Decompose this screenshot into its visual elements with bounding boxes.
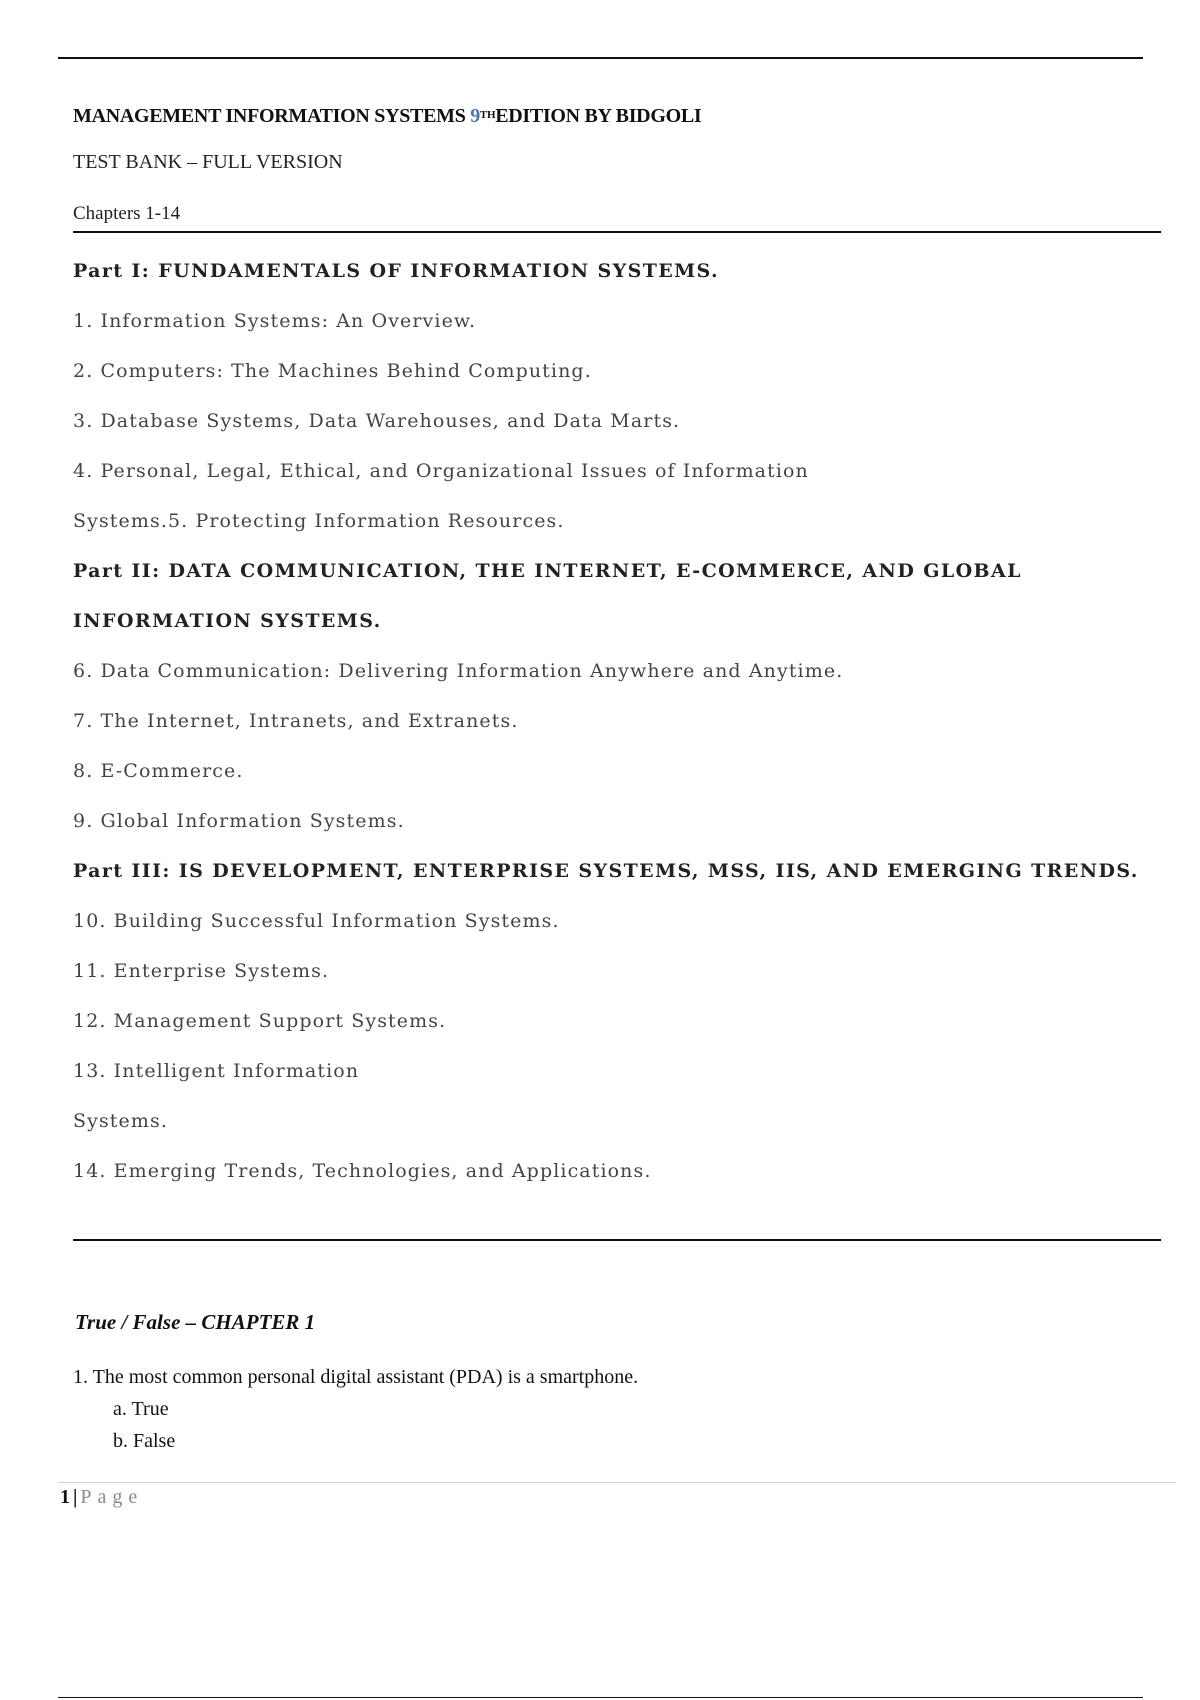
chapter-item: 8. E-Commerce. xyxy=(73,760,244,782)
header-divider xyxy=(73,231,1161,233)
chapter-item: 1. Information Systems: An Overview. xyxy=(73,310,477,332)
part-heading: Part II: DATA COMMUNICATION, THE INTERNET, E-COMMERCE, AND GLOBAL xyxy=(73,560,1022,582)
chapter-item: 12. Management Support Systems. xyxy=(73,1010,447,1032)
page-label: Page xyxy=(80,1486,144,1508)
part-heading: Part I: FUNDAMENTALS OF INFORMATION SYSTEMS. xyxy=(73,260,720,282)
chapter-item: 10. Building Successful Information Systems. xyxy=(73,910,560,932)
chapter-item: 3. Database Systems, Data Warehouses, and Data Marts. xyxy=(73,410,681,432)
chapter-item: Systems. xyxy=(73,1110,168,1132)
part-heading: INFORMATION SYSTEMS. xyxy=(73,610,382,632)
page-footer xyxy=(60,1486,143,1509)
page-number: 1 xyxy=(60,1486,70,1508)
top-rule xyxy=(58,57,1143,59)
table-of-contents xyxy=(73,254,1163,1204)
section-divider xyxy=(73,1239,1161,1241)
edition-ordinal: TH xyxy=(479,109,496,121)
true-false-heading: True / False – CHAPTER 1 xyxy=(75,1310,316,1334)
chapter-item: Systems.5. Protecting Information Resources. xyxy=(73,510,565,532)
chapter-item: 11. Enterprise Systems. xyxy=(73,960,330,982)
chapter-item: 9. Global Information Systems. xyxy=(73,810,405,832)
answer-option-true: a. True xyxy=(113,1398,169,1420)
chapter-item: 6. Data Communication: Delivering Information Anywhere and Anytime. xyxy=(73,660,844,682)
edition-number: 9 xyxy=(470,105,480,127)
document-title: MANAGEMENT INFORMATION SYSTEMS 9THEDITION BY BIDGOLI xyxy=(73,105,702,127)
chapters-range: Chapters 1-14 xyxy=(73,203,181,224)
question-text: 1. The most common personal digital assistant (PDA) is a smartphone. xyxy=(73,1366,639,1388)
chapter-item: 14. Emerging Trends, Technologies, and Applications. xyxy=(73,1160,652,1182)
chapter-item: 4. Personal, Legal, Ethical, and Organizational Issues of Information xyxy=(73,460,809,482)
bottom-rule xyxy=(58,1697,1143,1698)
chapter-item: 2. Computers: The Machines Behind Computing. xyxy=(73,360,592,382)
chapter-item: 13. Intelligent Information xyxy=(73,1060,360,1082)
part-heading: Part III: IS DEVELOPMENT, ENTERPRISE SYSTEMS, MSS, IIS, AND EMERGING TRENDS. xyxy=(73,860,1139,882)
footer-divider xyxy=(58,1482,1176,1483)
document-subtitle: TEST BANK – FULL VERSION xyxy=(73,151,343,173)
document-header xyxy=(73,103,1163,227)
footer-separator: | xyxy=(73,1486,78,1508)
answer-option-false: b. False xyxy=(113,1430,176,1452)
chapter-item: 7. The Internet, Intranets, and Extranets. xyxy=(73,710,519,732)
